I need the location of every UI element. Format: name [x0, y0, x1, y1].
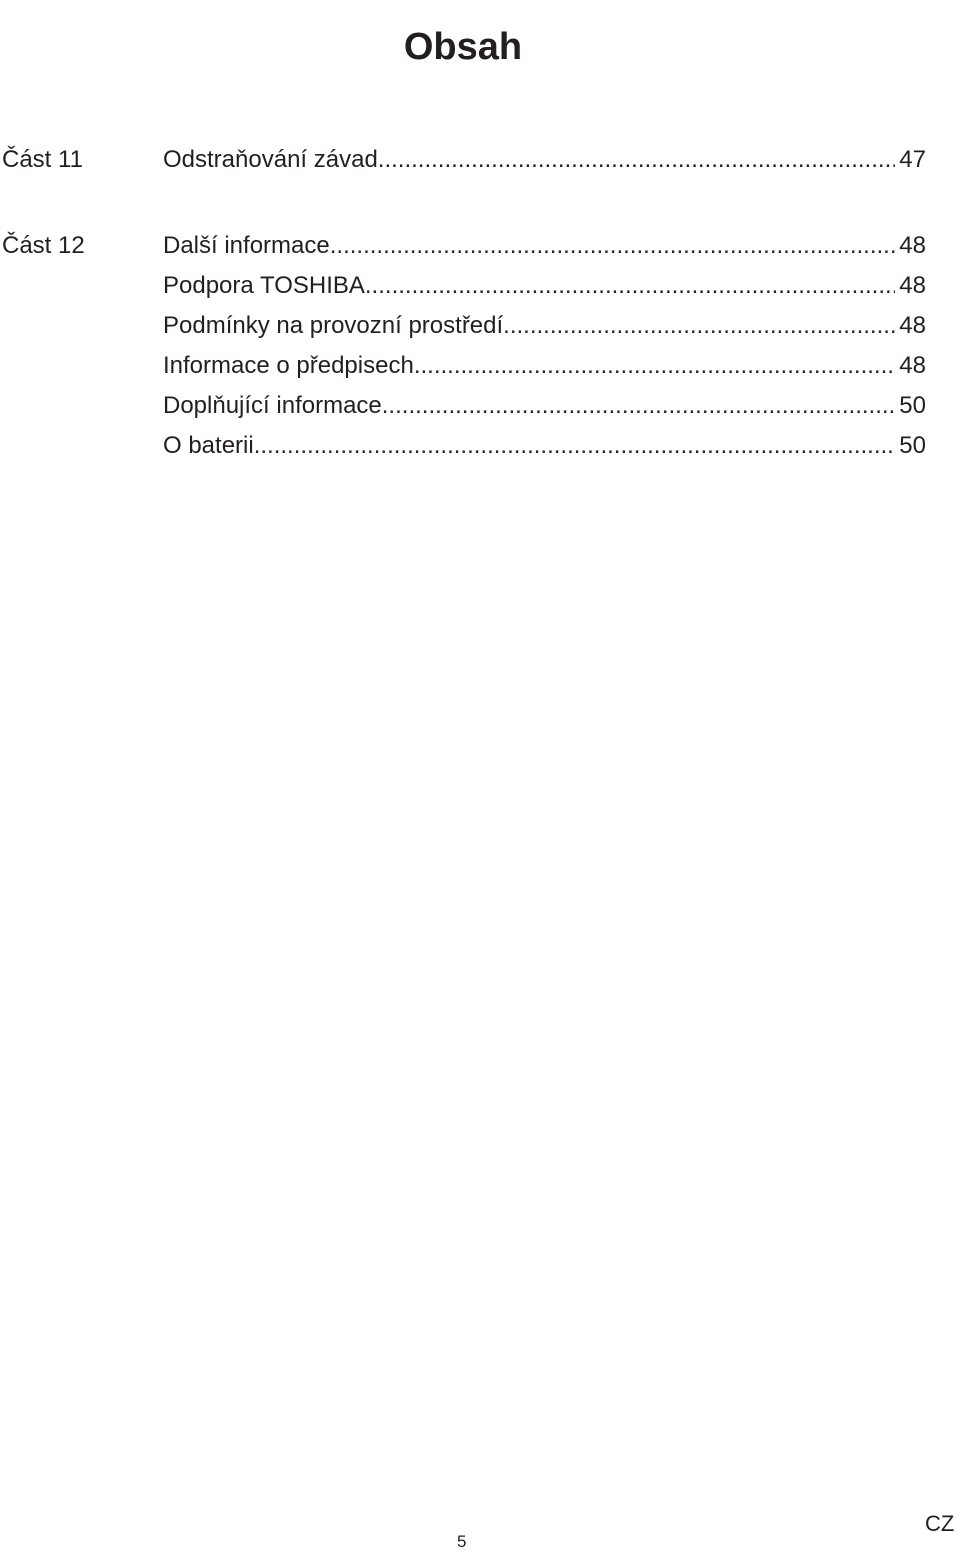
part-label: Část 11 — [2, 146, 83, 173]
toc-entry-title: Podmínky na provozní prostředí — [163, 312, 504, 339]
toc-entry[interactable] — [163, 226, 926, 266]
toc-entry-page: 50 — [899, 432, 926, 459]
dot-leader — [414, 346, 895, 386]
toc-entry-page: 47 — [899, 146, 926, 173]
toc-entry-title: O baterii — [163, 432, 254, 459]
page-title: Obsah — [403, 26, 523, 69]
toc-entry-page: 48 — [899, 272, 926, 299]
toc-entry-page: 48 — [899, 352, 926, 379]
part-label: Část 12 — [2, 232, 85, 259]
toc-entry[interactable] — [163, 140, 926, 180]
toc-entry-title: Další informace — [163, 232, 330, 259]
language-code: CZ — [925, 1511, 955, 1536]
toc-entry-title: Odstraňování závad — [163, 146, 378, 173]
toc-entry-title: Informace o předpisech — [163, 352, 414, 379]
toc-entry[interactable] — [163, 346, 926, 386]
dot-leader — [378, 140, 896, 180]
toc-entry[interactable] — [163, 306, 926, 346]
dot-leader — [503, 306, 895, 346]
toc-entries — [163, 226, 926, 466]
toc-entry[interactable] — [163, 266, 926, 306]
toc-entry[interactable] — [163, 386, 926, 426]
toc-entry-page: 48 — [899, 232, 926, 259]
toc-entry-title: Doplňující informace — [163, 392, 382, 419]
toc-entry-title: Podpora TOSHIBA — [163, 272, 365, 299]
toc-entry[interactable] — [163, 426, 926, 466]
toc-entry-page: 50 — [899, 392, 926, 419]
toc-entry-page: 48 — [899, 312, 926, 339]
dot-leader — [330, 226, 896, 266]
page-number: 5 — [457, 1532, 467, 1551]
toc-entries — [163, 140, 926, 180]
dot-leader — [365, 266, 895, 306]
dot-leader — [382, 386, 896, 426]
dot-leader — [254, 426, 896, 466]
